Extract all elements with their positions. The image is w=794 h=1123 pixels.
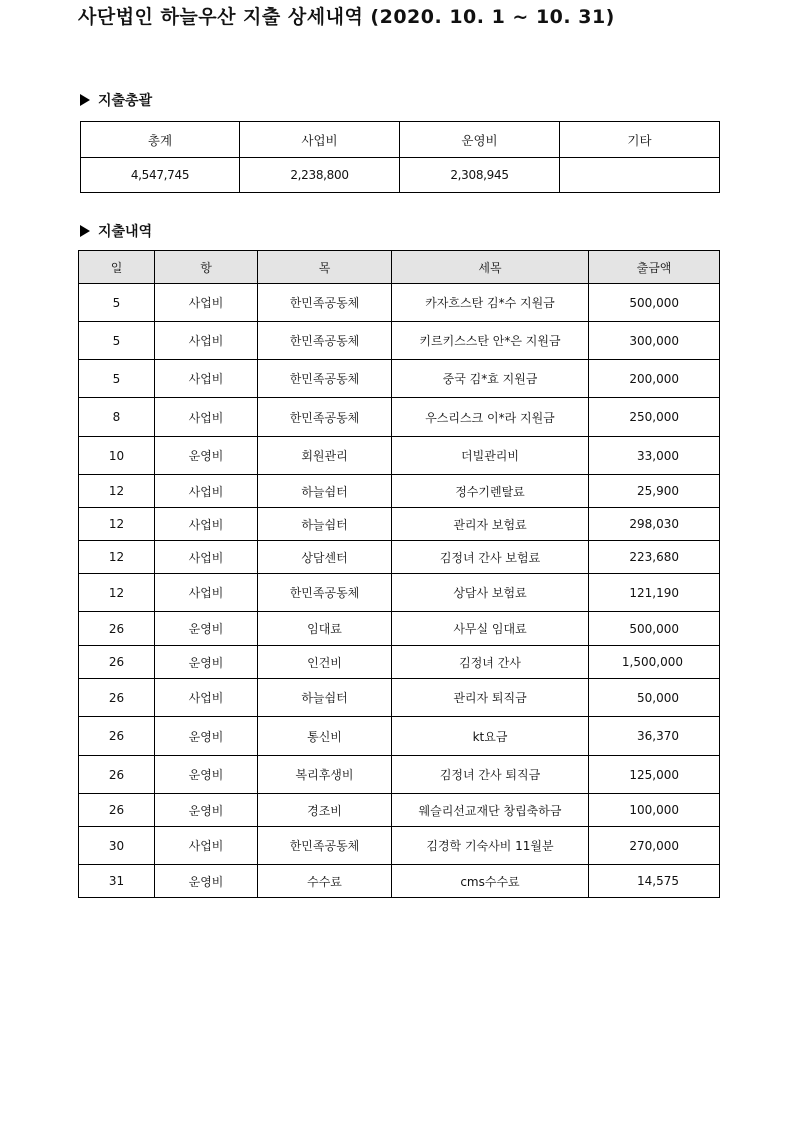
row-subitem: 카자흐스탄 김*수 지원금 bbox=[392, 284, 589, 322]
row-category: 사업비 bbox=[155, 398, 258, 437]
row-amount: 298,030 bbox=[589, 508, 720, 541]
row-subitem: 웨슬리선교재단 창립축하금 bbox=[392, 794, 589, 827]
summary-heading-label: 지출총괄 bbox=[98, 93, 153, 109]
row-subitem: 김정녀 간사 퇴직금 bbox=[392, 756, 589, 794]
detail-header-row bbox=[79, 251, 720, 284]
row-day: 12 bbox=[79, 574, 155, 612]
row-category: 운영비 bbox=[155, 717, 258, 756]
detail-table bbox=[78, 250, 720, 898]
table-row bbox=[79, 360, 720, 398]
table-row bbox=[79, 794, 720, 827]
page-title: 사단법인 하늘우산 지출 상세내역 (2020. 10. 1 ~ 10. 31) bbox=[78, 6, 615, 28]
row-item: 한민족공동체 bbox=[258, 574, 392, 612]
row-subitem: cms수수료 bbox=[392, 865, 589, 898]
summary-header-business: 사업비 bbox=[240, 122, 400, 158]
row-item: 한민족공동체 bbox=[258, 284, 392, 322]
row-amount: 223,680 bbox=[589, 541, 720, 574]
row-amount: 500,000 bbox=[589, 612, 720, 646]
row-subitem: 관리자 퇴직금 bbox=[392, 679, 589, 717]
row-day: 26 bbox=[79, 794, 155, 827]
row-item: 하늘쉼터 bbox=[258, 508, 392, 541]
row-amount: 250,000 bbox=[589, 398, 720, 437]
summary-table bbox=[80, 121, 720, 193]
row-item: 한민족공동체 bbox=[258, 360, 392, 398]
row-item: 임대료 bbox=[258, 612, 392, 646]
table-row bbox=[79, 475, 720, 508]
summary-value-row bbox=[81, 158, 720, 193]
row-amount: 200,000 bbox=[589, 360, 720, 398]
row-item: 한민족공동체 bbox=[258, 322, 392, 360]
summary-heading bbox=[80, 90, 152, 110]
row-amount: 121,190 bbox=[589, 574, 720, 612]
row-item: 한민족공동체 bbox=[258, 827, 392, 865]
row-category: 사업비 bbox=[155, 360, 258, 398]
table-row bbox=[79, 437, 720, 475]
row-day: 5 bbox=[79, 322, 155, 360]
row-item: 한민족공동체 bbox=[258, 398, 392, 437]
summary-value-business: 2,238,800 bbox=[240, 158, 400, 193]
detail-heading bbox=[80, 221, 152, 241]
row-subitem: 정수기렌탈료 bbox=[392, 475, 589, 508]
row-day: 26 bbox=[79, 679, 155, 717]
row-amount: 270,000 bbox=[589, 827, 720, 865]
row-amount: 1,500,000 bbox=[589, 646, 720, 679]
table-row bbox=[79, 679, 720, 717]
row-category: 사업비 bbox=[155, 475, 258, 508]
summary-value-total: 4,547,745 bbox=[81, 158, 240, 193]
row-day: 5 bbox=[79, 360, 155, 398]
summary-header-other: 기타 bbox=[560, 122, 720, 158]
table-row bbox=[79, 717, 720, 756]
table-row bbox=[79, 646, 720, 679]
row-category: 운영비 bbox=[155, 865, 258, 898]
row-day: 30 bbox=[79, 827, 155, 865]
table-row bbox=[79, 827, 720, 865]
summary-value-operating: 2,308,945 bbox=[400, 158, 560, 193]
row-subitem: 우스리스크 이*라 지원금 bbox=[392, 398, 589, 437]
summary-header-row bbox=[81, 122, 720, 158]
table-row bbox=[79, 612, 720, 646]
row-subitem: 김정녀 간사 보험료 bbox=[392, 541, 589, 574]
row-category: 운영비 bbox=[155, 612, 258, 646]
row-subitem: 더빌관리비 bbox=[392, 437, 589, 475]
row-category: 사업비 bbox=[155, 541, 258, 574]
detail-header-amount: 출금액 bbox=[589, 251, 720, 284]
row-category: 운영비 bbox=[155, 756, 258, 794]
row-category: 사업비 bbox=[155, 508, 258, 541]
row-day: 12 bbox=[79, 541, 155, 574]
row-day: 8 bbox=[79, 398, 155, 437]
row-amount: 100,000 bbox=[589, 794, 720, 827]
row-item: 통신비 bbox=[258, 717, 392, 756]
table-row bbox=[79, 865, 720, 898]
row-day: 26 bbox=[79, 756, 155, 794]
table-row bbox=[79, 322, 720, 360]
row-subitem: 사무실 임대료 bbox=[392, 612, 589, 646]
table-row bbox=[79, 756, 720, 794]
row-category: 사업비 bbox=[155, 679, 258, 717]
summary-header-operating: 운영비 bbox=[400, 122, 560, 158]
row-subitem: 상담사 보험료 bbox=[392, 574, 589, 612]
row-category: 운영비 bbox=[155, 794, 258, 827]
row-item: 수수료 bbox=[258, 865, 392, 898]
row-amount: 33,000 bbox=[589, 437, 720, 475]
row-amount: 14,575 bbox=[589, 865, 720, 898]
row-item: 복리후생비 bbox=[258, 756, 392, 794]
row-category: 사업비 bbox=[155, 574, 258, 612]
detail-header-subitem: 세목 bbox=[392, 251, 589, 284]
row-subitem: 김경학 기숙사비 11월분 bbox=[392, 827, 589, 865]
table-row bbox=[79, 284, 720, 322]
detail-header-category: 항 bbox=[155, 251, 258, 284]
row-day: 31 bbox=[79, 865, 155, 898]
detail-header-item: 목 bbox=[258, 251, 392, 284]
table-row bbox=[79, 574, 720, 612]
row-amount: 25,900 bbox=[589, 475, 720, 508]
row-amount: 50,000 bbox=[589, 679, 720, 717]
row-day: 10 bbox=[79, 437, 155, 475]
row-day: 26 bbox=[79, 646, 155, 679]
summary-value-other bbox=[560, 158, 720, 193]
row-category: 운영비 bbox=[155, 646, 258, 679]
row-category: 사업비 bbox=[155, 827, 258, 865]
row-item: 경조비 bbox=[258, 794, 392, 827]
row-category: 사업비 bbox=[155, 284, 258, 322]
table-row bbox=[79, 508, 720, 541]
detail-heading-label: 지출내역 bbox=[98, 224, 153, 240]
table-row bbox=[79, 541, 720, 574]
row-item: 상담센터 bbox=[258, 541, 392, 574]
row-amount: 125,000 bbox=[589, 756, 720, 794]
row-item: 하늘쉼터 bbox=[258, 679, 392, 717]
row-amount: 36,370 bbox=[589, 717, 720, 756]
row-amount: 500,000 bbox=[589, 284, 720, 322]
row-item: 인건비 bbox=[258, 646, 392, 679]
summary-header-total: 총계 bbox=[81, 122, 240, 158]
row-subitem: 키르키스스탄 안*은 지원금 bbox=[392, 322, 589, 360]
triangle-bullet-icon bbox=[80, 94, 90, 106]
row-amount: 300,000 bbox=[589, 322, 720, 360]
row-day: 12 bbox=[79, 508, 155, 541]
row-category: 운영비 bbox=[155, 437, 258, 475]
detail-header-day: 일 bbox=[79, 251, 155, 284]
row-day: 5 bbox=[79, 284, 155, 322]
row-day: 26 bbox=[79, 717, 155, 756]
row-category: 사업비 bbox=[155, 322, 258, 360]
row-subitem: 중국 김*효 지원금 bbox=[392, 360, 589, 398]
row-item: 회원관리 bbox=[258, 437, 392, 475]
row-day: 26 bbox=[79, 612, 155, 646]
row-subitem: 관리자 보험료 bbox=[392, 508, 589, 541]
row-subitem: kt요금 bbox=[392, 717, 589, 756]
row-item: 하늘쉼터 bbox=[258, 475, 392, 508]
table-row bbox=[79, 398, 720, 437]
row-subitem: 김정녀 간사 bbox=[392, 646, 589, 679]
triangle-bullet-icon bbox=[80, 225, 90, 237]
row-day: 12 bbox=[79, 475, 155, 508]
